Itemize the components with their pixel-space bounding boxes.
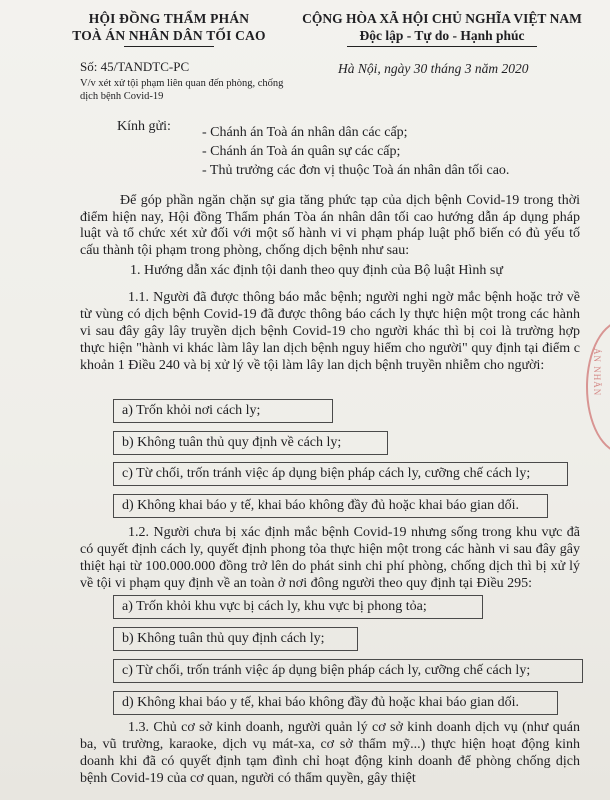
document-number: Số: 45/TANDTC-PC [80, 59, 190, 74]
document-subject: V/v xét xử tội phạm liên quan đến phòng, chống dịch bệnh Covid-19 [80, 78, 284, 102]
list-item: a) Trốn khỏi khu vực bị cách ly, khu vực bị phong tỏa; [113, 595, 483, 619]
recipient-item: - Chánh án Toà án nhân dân các cấp; [202, 125, 408, 140]
recipient-item: - Chánh án Toà án quân sự các cấp; [202, 144, 401, 159]
stamp-lettering: ÁN NHÂN [592, 348, 602, 397]
list-item: b) Không tuân thủ quy định về cách ly; [113, 431, 388, 455]
intro-paragraph: Để góp phần ngăn chặn sự gia tăng phức tạp của dịch bệnh Covid-19 trong thời điểm hiện nay, Hội đồng Thẩm phán Tòa án nhân dân tối cao hướng dẫn áp dụng pháp luật và tổ chức xét xử đối với một số hành vi vi phạm pháp luật phổ biến có đủ yếu tố cấu thành tội phạm trong phòng, chống dịch bệnh như sau: [80, 193, 580, 258]
list-item: b) Không tuân thủ quy định cách ly; [113, 627, 358, 651]
document-date: Hà Nội, ngày 30 tháng 3 năm 2020 [338, 61, 529, 76]
issuer-line-2: TOÀ ÁN NHÂN DÂN TỐI CAO [72, 28, 266, 43]
addressee-label: Kính gửi: [117, 119, 171, 134]
national-title: CỘNG HÒA XÃ HỘI CHỦ NGHĨA VIỆT NAM [302, 11, 582, 26]
section-1-title: 1. Hướng dẫn xác định tội danh theo quy định của Bộ luật Hình sự [130, 263, 503, 278]
issuer-header [58, 10, 280, 47]
list-item: d) Không khai báo y tế, khai báo không đầy đủ hoặc khai báo gian dối. [113, 691, 558, 715]
national-motto: Độc lập - Tự do - Hạnh phúc [359, 28, 525, 43]
list-item: d) Không khai báo y tế, khai báo không đầy đủ hoặc khai báo gian dối. [113, 494, 548, 518]
paragraph-1-2: 1.2. Người chưa bị xác định mắc bệnh Covid-19 nhưng sống trong khu vực đã có quyết định cách ly, quyết định phong tỏa thực hiện một trong các hành vi sau đây gây thiệt hại từ 100.000.000 đồng trở lên do phát sinh chi phí phòng, chống dịch thì bị xử lý về tội vi phạm quy định về an toàn ở nơi đông người theo quy định tại Điều 295: [80, 525, 580, 591]
issuer-line-1: HỘI ĐỒNG THẨM PHÁN [88, 11, 250, 26]
paragraph-1-3: 1.3. Chủ cơ sở kinh doanh, người quản lý cơ sở kinh doanh dịch vụ (như quán ba, vũ trường, karaoke, dịch vụ mát-xa, cơ sở thẩm mỹ...) thực hiện hoạt động kinh doanh khi đã có quyết định tạm đình chỉ hoạt động kinh doanh để phòng chống dịch bệnh Covid-19 của cơ quan, người có thẩm quyền, gây thiệt [80, 720, 580, 786]
list-item: c) Từ chối, trốn tránh việc áp dụng biện pháp cách ly, cưỡng chế cách ly; [113, 659, 583, 683]
motto-underline [347, 46, 537, 47]
list-item: c) Từ chối, trốn tránh việc áp dụng biện pháp cách ly, cưỡng chế cách ly; [113, 462, 568, 486]
paragraph-1-1: 1.1. Người đã được thông báo mắc bệnh; người nghi ngờ mắc bệnh hoặc trở về từ vùng có dịch bệnh Covid-19 đã được thông báo cách ly thực hiện một trong các hành vi sau đây gây lây truyền dịch bệnh Covid-19 cho người khác thì bị coi là trường hợp thực hiện "hành vi khác làm lây lan dịch bệnh nguy hiểm cho người" quy định tại điểm c khoản 1 Điều 240 và bị xử lý về tội làm lây lan dịch bệnh truyền nhiễm cho người: [80, 290, 580, 373]
recipient-item: - Thủ trưởng các đơn vị thuộc Toà án nhân dân tối cao. [202, 163, 510, 178]
list-item: a) Trốn khỏi nơi cách ly; [113, 399, 333, 423]
issuer-underline [124, 46, 214, 47]
national-header [292, 10, 592, 47]
